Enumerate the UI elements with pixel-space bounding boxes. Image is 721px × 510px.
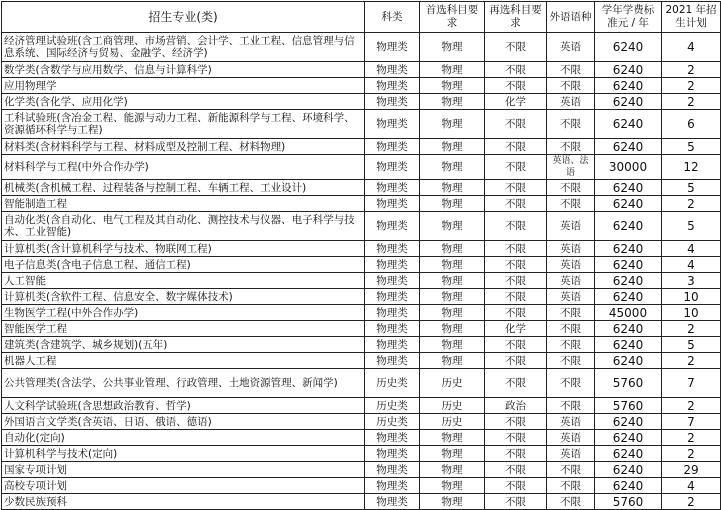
second-subject-cell: 不限 [485, 273, 547, 289]
category-cell: 物理类 [365, 94, 420, 110]
first-subject-cell: 历史 [420, 369, 485, 398]
tuition-cell: 6240 [595, 321, 662, 337]
major-cell: 高校专项计划 [2, 478, 365, 494]
plan-cell: 5 [662, 139, 721, 155]
language-cell: 英语 [547, 94, 595, 110]
plan-cell: 2 [662, 398, 721, 414]
tuition-cell: 6240 [595, 139, 662, 155]
tuition-cell: 6240 [595, 78, 662, 94]
first-subject-cell: 物理 [420, 462, 485, 478]
table-row [2, 273, 721, 289]
language-cell: 不限 [547, 305, 595, 321]
first-subject-cell: 物理 [420, 305, 485, 321]
table-row [2, 462, 721, 478]
major-cell: 经济管理试验班(含工商管理、市场营销、会计学、工业工程、信息管理与信息系统、国际经济与贸易、金融学、经济学) [2, 33, 365, 62]
major-cell: 公共管理类(含法学、公共事业管理、行政管理、土地资源管理、新闻学) [2, 369, 365, 398]
plan-cell: 2 [662, 321, 721, 337]
language-cell: 英语 [547, 212, 595, 241]
table-row [2, 94, 721, 110]
plan-cell: 2 [662, 353, 721, 369]
major-cell: 外国语言文学类(含英语、日语、俄语、德语) [2, 414, 365, 430]
second-subject-cell: 不限 [485, 196, 547, 212]
plan-cell: 4 [662, 478, 721, 494]
first-subject-cell: 物理 [420, 196, 485, 212]
table-row [2, 398, 721, 414]
tuition-cell: 6240 [595, 212, 662, 241]
first-subject-cell: 物理 [420, 321, 485, 337]
second-subject-cell: 不限 [485, 78, 547, 94]
plan-cell: 4 [662, 257, 721, 273]
second-subject-cell: 不限 [485, 337, 547, 353]
category-cell: 物理类 [365, 78, 420, 94]
category-cell: 物理类 [365, 196, 420, 212]
second-subject-cell: 不限 [485, 155, 547, 180]
tuition-cell: 6240 [595, 414, 662, 430]
tuition-cell: 45000 [595, 305, 662, 321]
major-cell: 自动化类(含自动化、电气工程及其自动化、测控技术与仪器、电子科学与技术、工业智能) [2, 212, 365, 241]
tuition-cell: 6240 [595, 196, 662, 212]
plan-cell: 7 [662, 369, 721, 398]
table-row [2, 62, 721, 78]
table-row [2, 369, 721, 398]
major-cell: 工科试验班(含冶金工程、能源与动力工程、新能源科学与工程、环境科学、资源循环科学与工程) [2, 110, 365, 139]
major-cell: 人文科学试验班(含思想政治教育、哲学) [2, 398, 365, 414]
table-row [2, 337, 721, 353]
category-cell: 物理类 [365, 305, 420, 321]
language-cell: 英语 [547, 446, 595, 462]
plan-cell: 2 [662, 430, 721, 446]
category-cell: 历史类 [365, 369, 420, 398]
plan-cell: 12 [662, 155, 721, 180]
major-cell: 机械类(含机械工程、过程装备与控制工程、车辆工程、工业设计) [2, 180, 365, 196]
header-plan: 2021 年招生计划 [662, 2, 721, 33]
category-cell: 物理类 [365, 446, 420, 462]
table-row [2, 353, 721, 369]
second-subject-cell: 不限 [485, 494, 547, 510]
plan-cell: 29 [662, 462, 721, 478]
major-cell: 应用物理学 [2, 78, 365, 94]
language-cell: 英语 [547, 33, 595, 62]
language-cell: 不限 [547, 196, 595, 212]
category-cell: 物理类 [365, 321, 420, 337]
language-cell: 不限 [547, 110, 595, 139]
language-cell: 不限 [547, 337, 595, 353]
first-subject-cell: 物理 [420, 241, 485, 257]
second-subject-cell: 化学 [485, 94, 547, 110]
tuition-cell: 6240 [595, 462, 662, 478]
category-cell: 物理类 [365, 180, 420, 196]
category-cell: 物理类 [365, 273, 420, 289]
category-cell: 物理类 [365, 257, 420, 273]
language-cell: 不限 [547, 321, 595, 337]
tuition-cell: 6240 [595, 273, 662, 289]
second-subject-cell: 不限 [485, 446, 547, 462]
first-subject-cell: 物理 [420, 110, 485, 139]
major-cell: 智能制造工程 [2, 196, 365, 212]
table-row [2, 196, 721, 212]
first-subject-cell: 物理 [420, 478, 485, 494]
major-cell: 计算机类(含软件工程、信息安全、数字媒体技术) [2, 289, 365, 305]
language-cell: 英语 [547, 414, 595, 430]
language-cell: 不限 [547, 478, 595, 494]
first-subject-cell: 物理 [420, 430, 485, 446]
category-cell: 物理类 [365, 337, 420, 353]
first-subject-cell: 物理 [420, 257, 485, 273]
tuition-cell: 6240 [595, 33, 662, 62]
second-subject-cell: 政治 [485, 398, 547, 414]
major-cell: 材料科学与工程(中外合作办学) [2, 155, 365, 180]
first-subject-cell: 物理 [420, 78, 485, 94]
major-cell: 自动化(定向) [2, 430, 365, 446]
table-row [2, 446, 721, 462]
header-tuition: 学年学费标准元 / 年 [595, 2, 662, 33]
plan-cell: 7 [662, 414, 721, 430]
category-cell: 物理类 [365, 289, 420, 305]
category-cell: 历史类 [365, 398, 420, 414]
second-subject-cell: 化学 [485, 321, 547, 337]
category-cell: 物理类 [365, 62, 420, 78]
tuition-cell: 6240 [595, 180, 662, 196]
first-subject-cell: 物理 [420, 139, 485, 155]
plan-cell: 2 [662, 78, 721, 94]
language-cell: 英语 [547, 289, 595, 305]
tuition-cell: 6240 [595, 62, 662, 78]
language-cell: 不限 [547, 369, 595, 398]
language-cell: 英语 [547, 241, 595, 257]
first-subject-cell: 物理 [420, 155, 485, 180]
major-cell: 生物医学工程(中外合作办学) [2, 305, 365, 321]
second-subject-cell: 不限 [485, 110, 547, 139]
tuition-cell: 6240 [595, 257, 662, 273]
language-cell: 英语 [547, 257, 595, 273]
major-cell: 机器人工程 [2, 353, 365, 369]
table-row [2, 321, 721, 337]
plan-cell: 10 [662, 305, 721, 321]
category-cell: 物理类 [365, 478, 420, 494]
plan-cell: 2 [662, 196, 721, 212]
header-first-subject: 首选科目要求 [420, 2, 485, 33]
tuition-cell: 6240 [595, 478, 662, 494]
plan-cell: 6 [662, 110, 721, 139]
language-cell: 不限 [547, 462, 595, 478]
category-cell: 物理类 [365, 212, 420, 241]
plan-cell: 3 [662, 273, 721, 289]
first-subject-cell: 物理 [420, 94, 485, 110]
plan-cell: 10 [662, 289, 721, 305]
major-cell: 少数民族预科 [2, 494, 365, 510]
table-row [2, 414, 721, 430]
header-category: 科类 [365, 2, 420, 33]
first-subject-cell: 历史 [420, 414, 485, 430]
second-subject-cell: 不限 [485, 414, 547, 430]
second-subject-cell: 不限 [485, 212, 547, 241]
table-row [2, 180, 721, 196]
plan-cell: 2 [662, 62, 721, 78]
second-subject-cell: 不限 [485, 369, 547, 398]
plan-cell: 4 [662, 241, 721, 257]
plan-cell: 5 [662, 180, 721, 196]
first-subject-cell: 物理 [420, 494, 485, 510]
language-cell: 英语、法语 [547, 155, 595, 180]
tuition-cell: 5760 [595, 398, 662, 414]
major-cell: 化学类(含化学、应用化学) [2, 94, 365, 110]
category-cell: 物理类 [365, 139, 420, 155]
category-cell: 物理类 [365, 33, 420, 62]
tuition-cell: 6240 [595, 241, 662, 257]
second-subject-cell: 不限 [485, 478, 547, 494]
tuition-cell: 6240 [595, 353, 662, 369]
table-row [2, 33, 721, 62]
major-cell: 国家专项计划 [2, 462, 365, 478]
first-subject-cell: 物理 [420, 180, 485, 196]
language-cell: 不限 [547, 353, 595, 369]
first-subject-cell: 物理 [420, 353, 485, 369]
plan-cell: 2 [662, 494, 721, 510]
table-row [2, 212, 721, 241]
first-subject-cell: 物理 [420, 289, 485, 305]
category-cell: 物理类 [365, 155, 420, 180]
category-cell: 历史类 [365, 414, 420, 430]
header-second-subject: 再选科目要求 [485, 2, 547, 33]
category-cell: 物理类 [365, 110, 420, 139]
language-cell: 不限 [547, 180, 595, 196]
second-subject-cell: 不限 [485, 430, 547, 446]
first-subject-cell: 历史 [420, 398, 485, 414]
first-subject-cell: 物理 [420, 446, 485, 462]
tuition-cell: 6240 [595, 289, 662, 305]
category-cell: 物理类 [365, 494, 420, 510]
first-subject-cell: 物理 [420, 33, 485, 62]
language-cell: 不限 [547, 494, 595, 510]
tuition-cell: 5760 [595, 494, 662, 510]
second-subject-cell: 不限 [485, 289, 547, 305]
table-row [2, 257, 721, 273]
language-cell: 不限 [547, 139, 595, 155]
second-subject-cell: 不限 [485, 305, 547, 321]
plan-cell: 2 [662, 94, 721, 110]
table-row [2, 78, 721, 94]
second-subject-cell: 不限 [485, 257, 547, 273]
language-cell: 英语 [547, 273, 595, 289]
table-row [2, 289, 721, 305]
tuition-cell: 6240 [595, 430, 662, 446]
table-body [2, 33, 721, 510]
language-cell: 不限 [547, 398, 595, 414]
table-row [2, 305, 721, 321]
language-cell: 英语 [547, 430, 595, 446]
first-subject-cell: 物理 [420, 212, 485, 241]
language-cell: 不限 [547, 62, 595, 78]
plan-cell: 5 [662, 337, 721, 353]
language-cell: 不限 [547, 78, 595, 94]
category-cell: 物理类 [365, 241, 420, 257]
table-row [2, 241, 721, 257]
table-row [2, 494, 721, 510]
major-cell: 人工智能 [2, 273, 365, 289]
second-subject-cell: 不限 [485, 462, 547, 478]
major-cell: 数学类(含数学与应用数学、信息与计算科学) [2, 62, 365, 78]
major-cell: 计算机类(含计算机科学与技术、物联网工程) [2, 241, 365, 257]
tuition-cell: 5760 [595, 369, 662, 398]
second-subject-cell: 不限 [485, 180, 547, 196]
major-cell: 材料类(含材料科学与工程、材料成型及控制工程、材料物理) [2, 139, 365, 155]
major-cell: 智能医学工程 [2, 321, 365, 337]
plan-cell: 2 [662, 446, 721, 462]
first-subject-cell: 物理 [420, 337, 485, 353]
major-cell: 建筑类(含建筑学、城乡规划)(五年) [2, 337, 365, 353]
header-major: 招生专业(类) [2, 2, 365, 33]
table-row [2, 430, 721, 446]
first-subject-cell: 物理 [420, 62, 485, 78]
tuition-cell: 6240 [595, 110, 662, 139]
plan-cell: 4 [662, 33, 721, 62]
tuition-cell: 6240 [595, 446, 662, 462]
major-cell: 电子信息类(含电子信息工程、通信工程) [2, 257, 365, 273]
table-row [2, 155, 721, 180]
first-subject-cell: 物理 [420, 273, 485, 289]
tuition-cell: 30000 [595, 155, 662, 180]
second-subject-cell: 不限 [485, 62, 547, 78]
table-row [2, 110, 721, 139]
category-cell: 物理类 [365, 353, 420, 369]
major-cell: 计算机科学与技术(定向) [2, 446, 365, 462]
plan-cell: 5 [662, 212, 721, 241]
category-cell: 物理类 [365, 430, 420, 446]
tuition-cell: 6240 [595, 94, 662, 110]
enrollment-plan-table [1, 1, 721, 510]
second-subject-cell: 不限 [485, 241, 547, 257]
second-subject-cell: 不限 [485, 33, 547, 62]
second-subject-cell: 不限 [485, 353, 547, 369]
tuition-cell: 6240 [595, 337, 662, 353]
second-subject-cell: 不限 [485, 139, 547, 155]
table-header-row [2, 2, 721, 33]
table-row [2, 139, 721, 155]
header-language: 外语语种 [547, 2, 595, 33]
category-cell: 物理类 [365, 462, 420, 478]
